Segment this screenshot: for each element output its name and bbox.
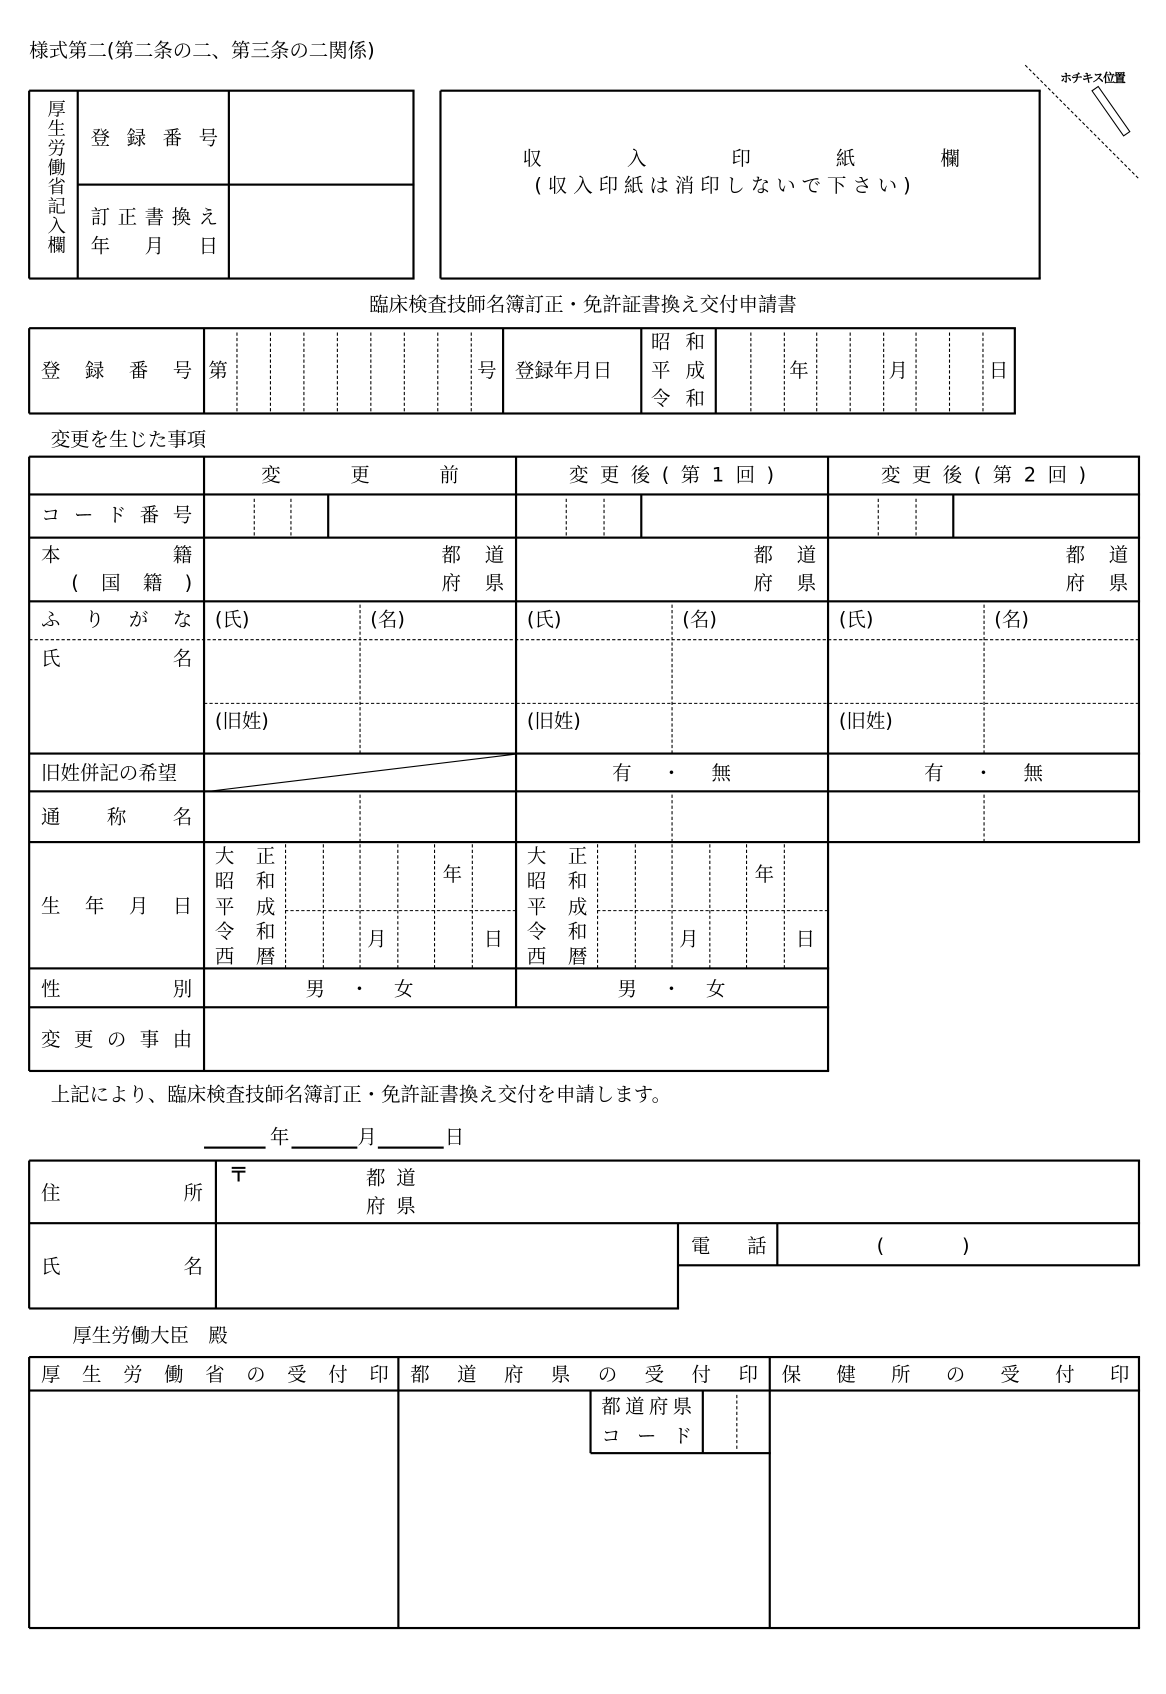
- grid-line: [440, 90, 1040, 92]
- grid-line: [434, 844, 435, 968]
- grid-line: [440, 278, 1040, 280]
- pref-label: 府県: [441, 572, 505, 595]
- staple-icon: [1091, 86, 1130, 137]
- grid-line: [678, 1265, 1140, 1267]
- given-name-label: (名): [682, 608, 717, 632]
- declaration: 上記により、臨床検査技師名簿訂正・免許証書換え交付を申請します。: [50, 1083, 672, 1107]
- grid-line: [270, 333, 271, 412]
- grid-line: [597, 844, 598, 968]
- grid-line: [215, 1161, 217, 1309]
- postal-mark: 〒: [228, 1163, 249, 1187]
- addressee: 厚生労働大臣 殿: [72, 1324, 228, 1348]
- grid-line: [360, 844, 361, 968]
- grid-line: [515, 457, 517, 1008]
- form-title: 臨床検査技師名簿訂正・免許証書換え交付申請書: [369, 293, 797, 317]
- birth-era: 西暦: [214, 945, 276, 969]
- row-honseki: 本籍: [41, 544, 193, 567]
- pref-label: 都道: [1065, 544, 1129, 567]
- grid-line: [203, 457, 205, 1071]
- sex-options: 男・女: [305, 978, 414, 1001]
- birth-era: 西暦: [526, 945, 588, 969]
- birth-day: 日: [795, 928, 816, 952]
- row-furigana: ふりがな: [41, 608, 193, 632]
- grid-line: [1138, 1161, 1140, 1266]
- surname-label: (氏): [526, 608, 562, 632]
- grid-line: [878, 499, 879, 536]
- grid-line: [203, 328, 205, 413]
- grid-line: [29, 328, 1016, 330]
- grid-line: [29, 537, 1140, 539]
- address-label: 住所: [41, 1182, 203, 1205]
- grid-line: [323, 844, 324, 968]
- grid-line: [777, 1223, 779, 1265]
- grid-line: [285, 844, 286, 968]
- birth-era: 昭和: [214, 870, 276, 894]
- grid-line: [29, 639, 1139, 640]
- grid-line: [916, 499, 917, 536]
- reg-era-reiwa: 令和: [650, 387, 705, 411]
- grid-line: [404, 333, 405, 412]
- reg-dai: 第: [208, 359, 228, 383]
- row-birth: 生年月日: [41, 894, 193, 918]
- row-reason: 変更の事由: [41, 1028, 193, 1052]
- grid-line: [1138, 1357, 1140, 1628]
- grid-line: [337, 333, 338, 412]
- given-name-label: (名): [370, 608, 405, 632]
- grid-line: [984, 795, 985, 843]
- surname-label: (氏): [214, 608, 250, 632]
- office-use-label: 厚生労働省記入欄: [43, 99, 65, 255]
- grid-line: [290, 499, 291, 536]
- grid-line: [28, 328, 30, 413]
- grid-line: [736, 1395, 737, 1449]
- revenue-stamp-title: 収入印紙欄: [522, 147, 960, 171]
- grid-line: [437, 333, 438, 412]
- row-alias: 通称名: [41, 806, 193, 830]
- birth-era: 大正: [214, 845, 276, 868]
- reg-era-heisei: 平成: [650, 359, 705, 383]
- grid-line: [29, 1308, 679, 1310]
- grid-line: [709, 844, 710, 968]
- grid-line: [360, 795, 361, 843]
- grid-line: [78, 184, 415, 186]
- grid-line: [672, 605, 673, 754]
- grid-line: [702, 1391, 704, 1454]
- pref-code-label: 都道府県: [601, 1395, 693, 1419]
- grid-line: [590, 1391, 592, 1454]
- grid-line: [883, 333, 884, 412]
- grid-line: [1014, 328, 1016, 413]
- grid-line: [1039, 91, 1041, 279]
- grid-line: [715, 328, 717, 413]
- grid-line: [398, 1357, 400, 1628]
- reg-go: 号: [477, 359, 497, 383]
- correction-date-label-2: 年月日: [90, 235, 219, 259]
- grid-line: [769, 1357, 771, 1628]
- date-year: 年: [269, 1126, 290, 1149]
- grid-line: [502, 328, 504, 413]
- grid-line: [603, 499, 604, 536]
- form-label: 様式第二(第二条の二、第三条の二関係): [29, 39, 375, 63]
- reg-date-label: 登録年月日: [514, 359, 613, 383]
- col-after-1: 変更後(第1回): [568, 464, 775, 487]
- grid-line: [29, 1356, 1140, 1358]
- grid-line: [784, 844, 785, 968]
- row-code: コード番号: [41, 504, 193, 527]
- reg-era-showa: 昭和: [650, 331, 705, 355]
- mhlw-receipt-label: 厚生労働省の受付印: [41, 1363, 389, 1387]
- phone-label: 電話: [690, 1235, 767, 1258]
- grid-line: [1138, 457, 1140, 842]
- staple-position-label: ホチキス位置: [1060, 71, 1125, 86]
- grid-line: [29, 1007, 829, 1009]
- grid-line: [677, 1223, 679, 1308]
- grid-line: [28, 1357, 30, 1628]
- grid-line: [303, 333, 304, 412]
- reg-number-label: 登録番号: [41, 359, 193, 383]
- maiden-yes-no-2: 有・無: [924, 762, 1043, 785]
- grid-line: [29, 1070, 829, 1072]
- old-surname-label: (旧姓): [526, 710, 581, 734]
- grid-line: [29, 494, 1140, 496]
- row-maiden-pref: 旧姓併記の希望: [41, 762, 178, 785]
- grid-line: [29, 1390, 1140, 1392]
- birth-year: 年: [442, 863, 463, 887]
- pref-receipt-label: 都道府県の受付印: [410, 1363, 758, 1387]
- grid-line: [29, 1627, 1140, 1629]
- old-surname-label: (旧姓): [214, 710, 269, 734]
- grid-line: [360, 605, 361, 754]
- grid-line: [29, 456, 1140, 458]
- birth-era: 昭和: [526, 870, 588, 894]
- grid-line: [28, 457, 30, 1071]
- grid-line: [28, 91, 30, 279]
- grid-line: [641, 494, 643, 537]
- pref-code-label-2: コード: [601, 1425, 693, 1448]
- address-pref-1: 都道: [365, 1167, 416, 1190]
- birth-era: 令和: [214, 920, 276, 944]
- row-sex: 性別: [41, 978, 193, 1001]
- grid-line: [850, 333, 851, 412]
- grid-line: [746, 844, 747, 968]
- pref-label: 都道: [753, 544, 817, 567]
- pref-label: 都道: [441, 544, 505, 567]
- health-center-receipt-label: 保健所の受付印: [781, 1363, 1130, 1387]
- grid-line: [672, 844, 673, 968]
- grid-line: [750, 333, 751, 412]
- date-month: 月: [357, 1126, 377, 1149]
- reg-day: 日: [988, 359, 1009, 383]
- given-name-label: (名): [994, 608, 1029, 632]
- pref-label: 府県: [1065, 572, 1129, 595]
- col-before: 変更前: [261, 464, 459, 487]
- grid-line: [566, 499, 567, 536]
- grid-line: [982, 333, 983, 412]
- grid-line: [29, 791, 1140, 793]
- grid-line: [28, 1161, 30, 1309]
- row-name: 氏名: [41, 647, 193, 671]
- birth-era: 大正: [526, 845, 588, 868]
- grid-line: [204, 1147, 266, 1149]
- pref-label: 府県: [753, 572, 817, 595]
- birth-month: 月: [679, 928, 699, 952]
- changes-heading: 変更を生じた事項: [50, 428, 207, 452]
- grid-line: [591, 1452, 771, 1454]
- grid-line: [984, 605, 985, 754]
- applicant-name-label: 氏名: [41, 1255, 203, 1279]
- reg-month: 月: [888, 359, 908, 383]
- grid-line: [236, 333, 237, 412]
- correction-date-label: 訂正書換え: [90, 206, 219, 229]
- phone-parens: ( ): [876, 1235, 970, 1258]
- birth-era: 令和: [526, 920, 588, 944]
- grid-line: [29, 841, 1140, 843]
- col-after-2: 変更後(第2回): [880, 464, 1087, 487]
- grid-line: [949, 333, 950, 412]
- grid-line: [29, 1160, 1140, 1162]
- grid-line: [328, 494, 330, 537]
- grid-line: [784, 333, 785, 412]
- address-pref-2: 府県: [365, 1195, 416, 1218]
- grid-line: [254, 499, 255, 536]
- grid-line: [472, 844, 473, 968]
- grid-line: [29, 90, 415, 92]
- reg-year: 年: [789, 359, 809, 383]
- sex-options: 男・女: [617, 978, 726, 1001]
- birth-year: 年: [754, 863, 775, 887]
- revenue-stamp-note: (収入印紙は消印しないで下さい): [534, 174, 917, 198]
- grid-line: [378, 1147, 444, 1149]
- grid-line: [285, 910, 516, 911]
- office-reg-no-label: 登録番号: [90, 127, 219, 151]
- grid-line: [29, 1223, 1140, 1225]
- grid-line: [641, 328, 643, 413]
- date-day: 日: [444, 1126, 465, 1149]
- grid-line: [471, 333, 472, 412]
- grid-line: [397, 844, 398, 968]
- grid-line: [29, 601, 1140, 603]
- grid-line: [827, 457, 829, 1071]
- grid-line: [953, 494, 955, 537]
- birth-era: 平成: [214, 895, 276, 919]
- surname-label: (氏): [838, 608, 874, 632]
- birth-day: 日: [483, 928, 504, 952]
- grid-line: [635, 844, 636, 968]
- maiden-yes-no-1: 有・無: [612, 762, 731, 785]
- birth-month: 月: [367, 928, 387, 952]
- grid-line: [672, 795, 673, 843]
- grid-line: [440, 91, 442, 279]
- birth-era: 平成: [526, 895, 588, 919]
- grid-line: [291, 1147, 357, 1149]
- grid-line: [29, 753, 1140, 755]
- grid-line: [816, 333, 817, 412]
- old-surname-label: (旧姓): [838, 710, 893, 734]
- grid-line: [916, 333, 917, 412]
- grid-line: [597, 910, 828, 911]
- diagonal-strike: [204, 754, 516, 793]
- grid-line: [29, 278, 415, 280]
- row-nationality: (国籍): [71, 572, 193, 595]
- grid-line: [29, 413, 1016, 415]
- grid-line: [370, 333, 371, 412]
